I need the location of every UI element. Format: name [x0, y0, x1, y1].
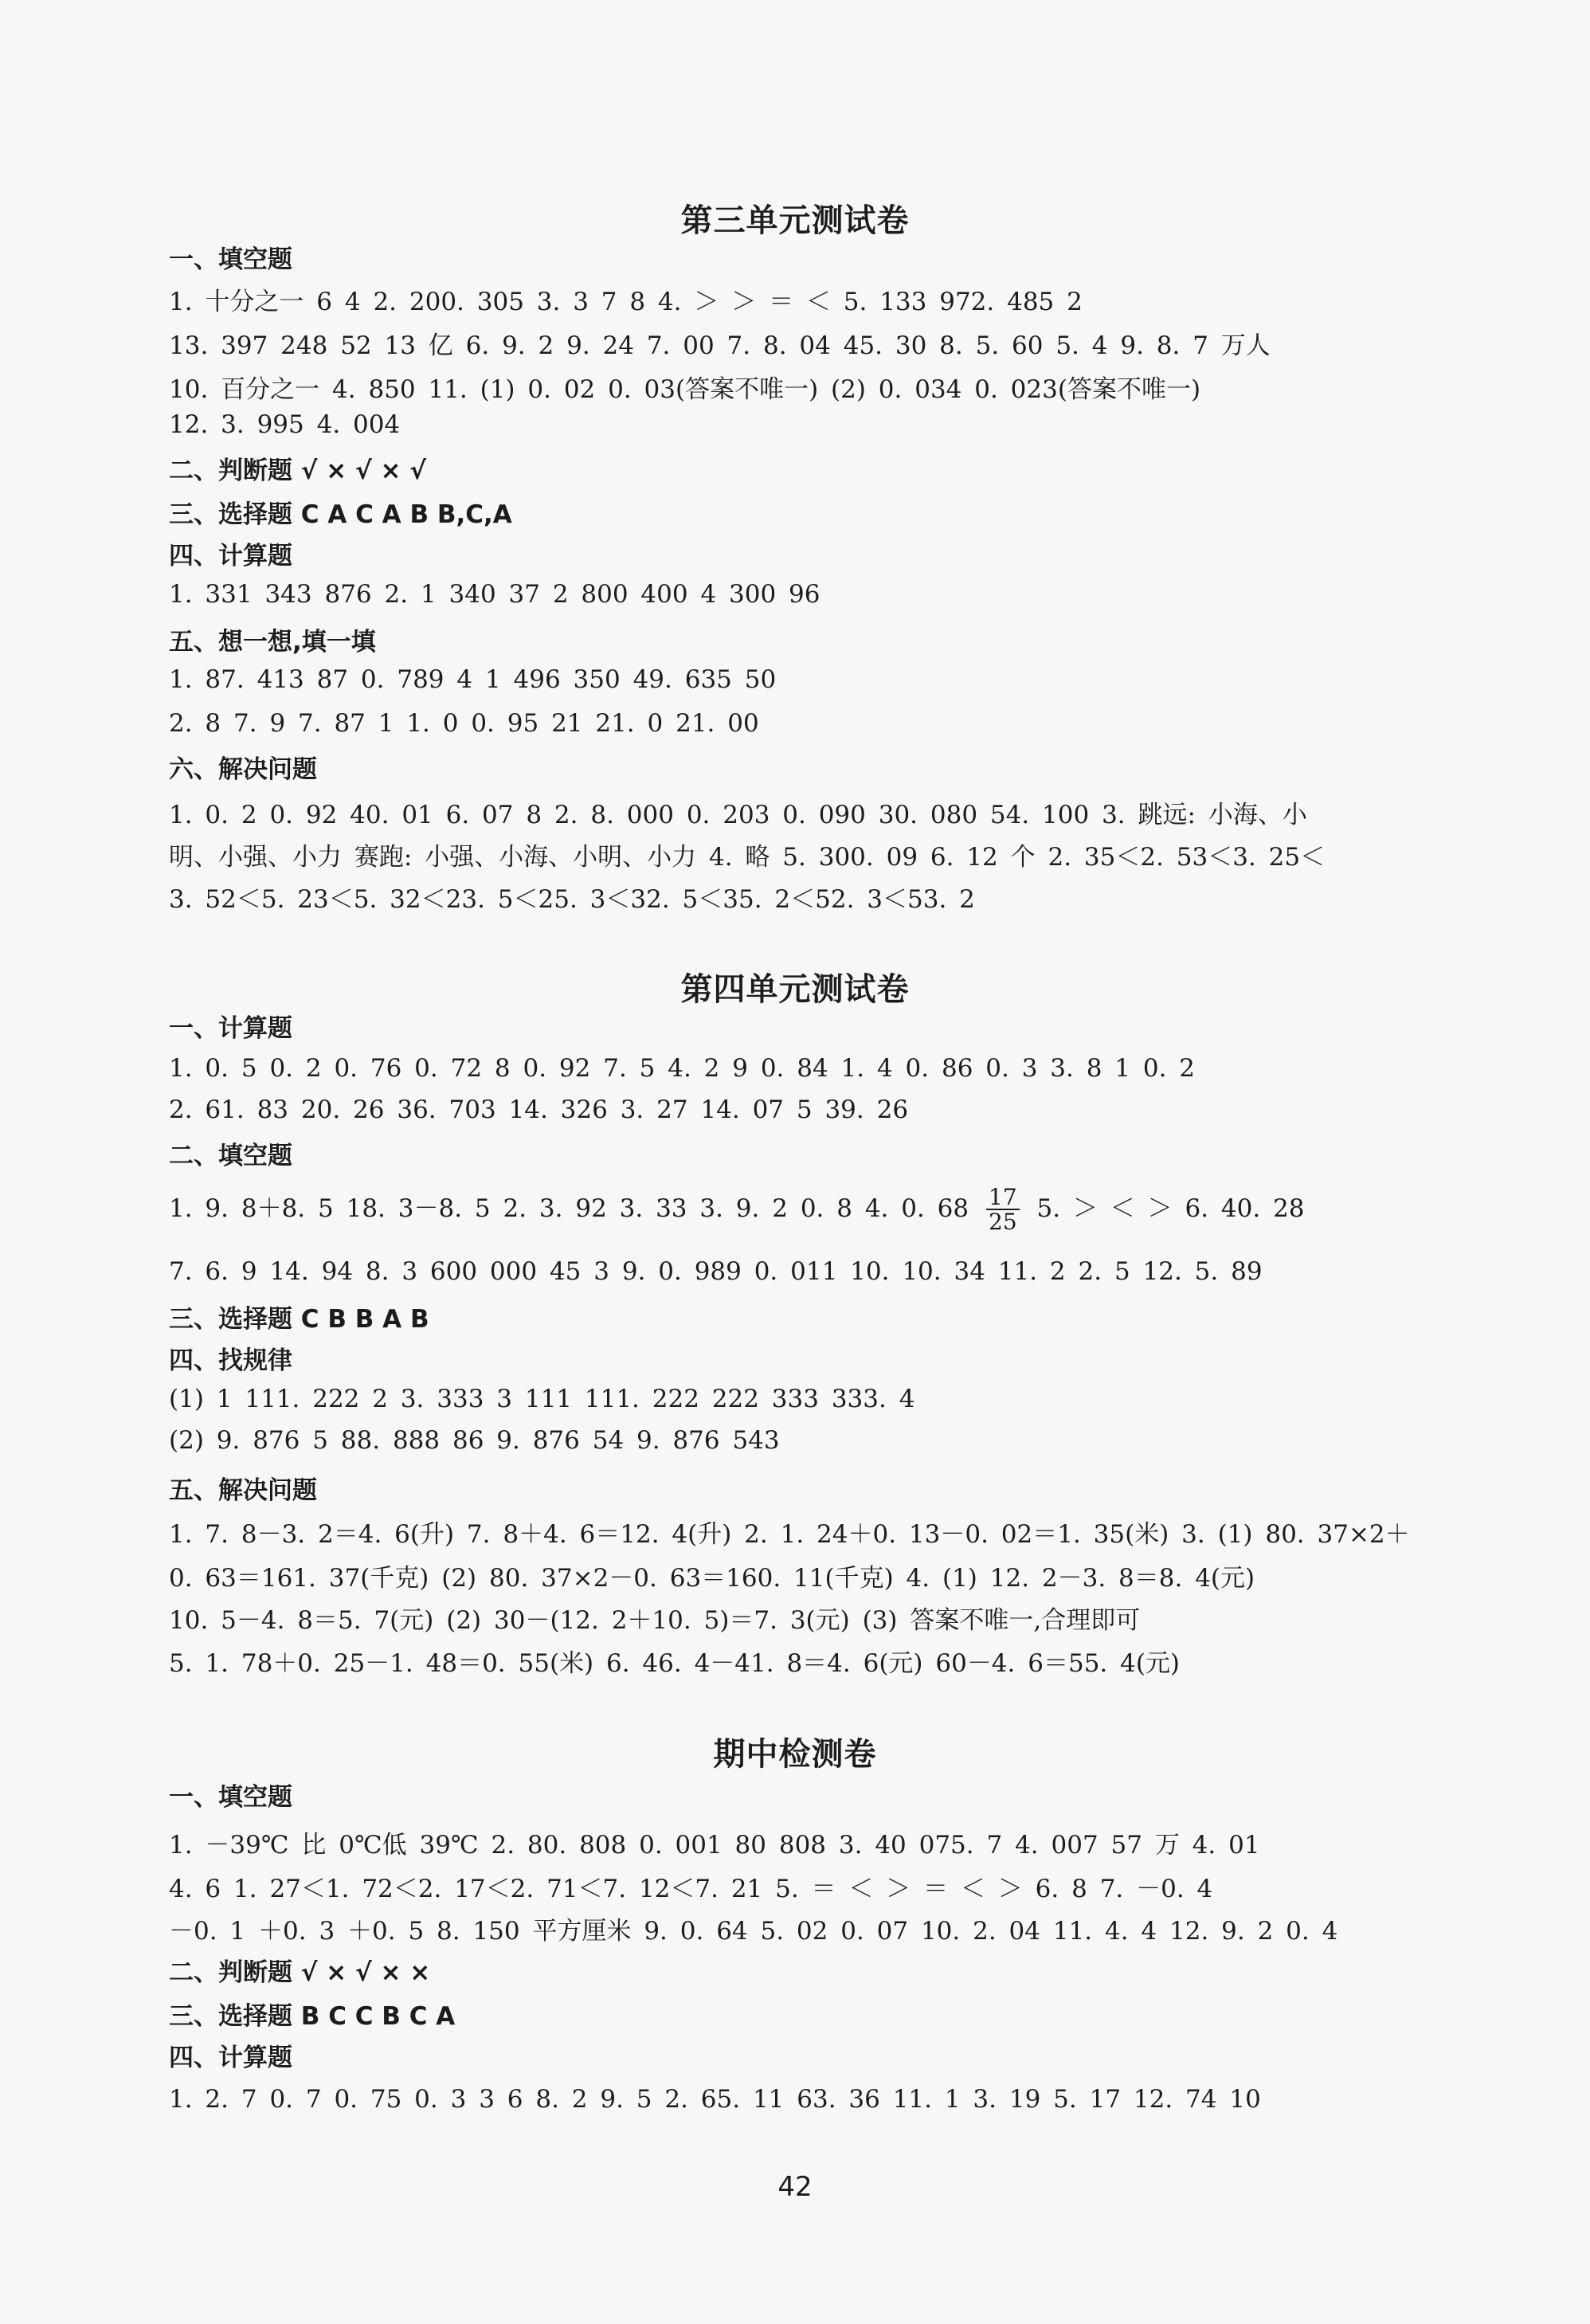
heading: 四、找规律: [169, 1346, 292, 1375]
fraction-denominator: 25: [989, 1209, 1017, 1236]
answer-line: (1) 1 111. 222 2 3. 333 3 111 111. 222 222 333 333. 4: [169, 1385, 915, 1413]
section-title-unit3: 第三单元测试卷: [680, 202, 910, 239]
answer-line: 4. 6 1. 27＜1. 72＜2. 17＜2. 71＜7. 12＜7. 21 5. ＝ ＜ ＞ ＝ ＜ ＞ 6. 8 7. －0. 4: [169, 1875, 1213, 1903]
answer-line: 0. 63＝161. 37(千克) (2) 80. 37×2－0. 63＝160. 11(千克) 4. (1) 12. 2－3. 8＝8. 4(元): [169, 1564, 1255, 1593]
answer-line: 7. 6. 9 14. 94 8. 3 600 000 45 3 9. 0. 989 0. 011 10. 10. 34 11. 2 2. 5 12. 5. 89: [169, 1257, 1263, 1286]
answer-line: 1. 0. 2 0. 92 40. 01 6. 07 8 2. 8. 000 0. 203 0. 090 30. 080 54. 100 3. 跳远: 小海、小: [169, 801, 1307, 829]
answer-line: 10. 百分之一 4. 850 11. (1) 0. 02 0. 03(答案不唯一) (2) 0. 034 0. 023(答案不唯一): [169, 375, 1201, 404]
heading: 三、选择题 C A C A B B,C,A: [169, 500, 512, 529]
heading: 二、判断题 √ × √ × √: [169, 457, 426, 485]
answer-line: 1. 87. 413 87 0. 789 4 1 496 350 49. 635 50: [169, 665, 777, 694]
heading: 五、想一想,填一填: [169, 628, 376, 656]
answer-line: 2. 8 7. 9 7. 87 1 1. 0 0. 95 21 21. 0 21. 00: [169, 709, 759, 738]
answer-line: 13. 397 248 52 13 亿 6. 9. 2 9. 24 7. 00 7. 8. 04 45. 30 8. 5. 60 5. 4 9. 8. 7 万人: [169, 331, 1271, 360]
section-title-midterm: 期中检测卷: [713, 1736, 877, 1773]
answer-line: 3. 52＜5. 23＜5. 32＜23. 5＜25. 3＜32. 5＜35. 2＜52. 3＜53. 2: [169, 885, 975, 914]
heading: 四、计算题: [169, 542, 292, 570]
answer-line: 5. 1. 78＋0. 25－1. 48＝0. 55(米) 6. 46. 4－41. 8＝4. 6(元) 60－4. 6＝55. 4(元): [169, 1649, 1181, 1678]
answer-line: 明、小强、小力 赛跑: 小强、小海、小明、小力 4. 略 5. 300. 09 6. 12 个 2. 35＜2. 53＜3. 25＜: [169, 843, 1326, 872]
heading: 四、计算题: [169, 2044, 292, 2072]
fraction-numerator: 17: [986, 1186, 1020, 1210]
fraction-line-before: 1. 9. 8＋8. 5 18. 3－8. 5 2. 3. 92 3. 33 3. 9. 2 0. 8 4. 0. 68: [169, 1193, 969, 1223]
heading: 三、选择题 C B B A B: [169, 1305, 429, 1334]
section-title-unit4: 第四单元测试卷: [680, 971, 910, 1008]
answer-line: 2. 61. 83 20. 26 36. 703 14. 326 3. 27 14. 07 5 39. 26: [169, 1095, 909, 1124]
heading: 二、判断题 √ × √ × ×: [169, 1958, 431, 1987]
fraction-answer-line: [169, 1186, 1305, 1234]
fraction-line-after: 5. ＞ ＜ ＞ 6. 40. 28: [1036, 1193, 1305, 1223]
heading: 二、填空题: [169, 1142, 292, 1170]
heading: 三、选择题 B C C B C A: [169, 2002, 456, 2031]
heading: 一、填空题: [169, 1783, 292, 1812]
page-number: 42: [777, 2171, 813, 2203]
heading: 五、解决问题: [169, 1476, 317, 1505]
heading: 六、解决问题: [169, 755, 317, 784]
answer-line: －0. 1 ＋0. 3 ＋0. 5 8. 150 平方厘米 9. 0. 64 5. 02 0. 07 10. 2. 04 11. 4. 4 12. 9. 2 0. 4: [169, 1917, 1338, 1946]
heading: 一、填空题: [169, 245, 292, 274]
answer-line: 1. 331 343 876 2. 1 340 37 2 800 400 4 300 96: [169, 580, 820, 609]
answer-line: 1. 2. 7 0. 7 0. 75 0. 3 3 6 8. 2 9. 5 2. 65. 11 63. 36 11. 1 3. 19 5. 17 12. 74 10: [169, 2085, 1261, 2114]
answer-line: 1. －39℃ 比 0℃低 39℃ 2. 80. 808 0. 001 80 808 3. 40 075. 7 4. 007 57 万 4. 01: [169, 1831, 1260, 1860]
fraction: [986, 1186, 1020, 1234]
answer-line: 1. 7. 8－3. 2＝4. 6(升) 7. 8＋4. 6＝12. 4(升) 2. 1. 24＋0. 13－0. 02＝1. 35(米) 3. (1) 80. 37×2＋: [169, 1520, 1410, 1549]
answer-line: (2) 9. 876 5 88. 888 86 9. 876 54 9. 876 543: [169, 1426, 780, 1455]
answer-line: 10. 5－4. 8＝5. 7(元) (2) 30－(12. 2＋10. 5)＝7. 3(元) (3) 答案不唯一,合理即可: [169, 1606, 1141, 1635]
answer-line: 1. 0. 5 0. 2 0. 76 0. 72 8 0. 92 7. 5 4. 2 9 0. 84 1. 4 0. 86 0. 3 3. 8 1 0. 2: [169, 1054, 1196, 1083]
answer-line: 1. 十分之一 6 4 2. 200. 305 3. 3 7 8 4. ＞ ＞ ＝ ＜ 5. 133 972. 485 2: [169, 288, 1083, 316]
heading: 一、计算题: [169, 1014, 292, 1043]
answer-line: 12. 3. 995 4. 004: [169, 410, 401, 439]
